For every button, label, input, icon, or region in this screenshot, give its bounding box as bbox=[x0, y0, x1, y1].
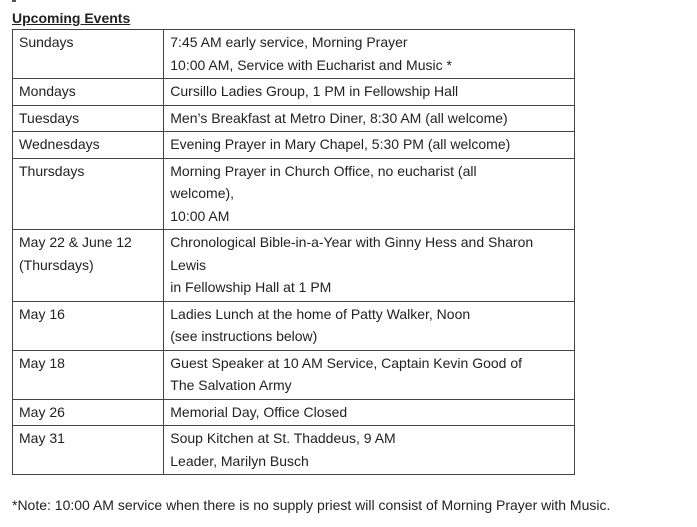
event-description-cell bbox=[164, 79, 575, 106]
event-description-text: Ladies Lunch at the home of Patty Walker, Noon bbox=[170, 305, 471, 322]
event-description-text: Chronological Bible-in-a-Year with Ginny Hess and Sharon bbox=[170, 234, 534, 250]
section-heading: Upcoming Events bbox=[12, 10, 131, 26]
event-date-text: Mondays bbox=[19, 83, 76, 99]
table-row bbox=[13, 301, 575, 350]
event-description-text: 10:00 AM bbox=[170, 207, 230, 224]
event-date-text: Wednesdays bbox=[19, 136, 100, 152]
event-date-cell bbox=[13, 132, 164, 159]
table-row bbox=[13, 399, 575, 426]
event-description-text: The Salvation Army bbox=[170, 377, 292, 393]
table-row bbox=[13, 158, 575, 230]
table-row bbox=[13, 30, 575, 79]
event-date-cell bbox=[13, 30, 164, 79]
event-description-text: Cursillo Ladies Group, 1 PM in Fellowship Hall bbox=[170, 83, 459, 99]
event-description-text: in Fellowship Hall at 1 PM bbox=[170, 279, 332, 295]
service-note: *Note: 10:00 AM service when there is no supply priest will consist of Morning Prayer with Music. bbox=[12, 497, 611, 513]
event-description-text: (see instructions below) bbox=[170, 328, 318, 344]
events-table bbox=[12, 29, 575, 475]
event-description-text: Lewis bbox=[170, 256, 207, 273]
table-row bbox=[13, 105, 575, 132]
event-date-cell bbox=[13, 399, 164, 426]
event-description-cell bbox=[164, 230, 575, 302]
event-date-cell bbox=[13, 105, 164, 132]
event-description-cell bbox=[164, 350, 575, 399]
event-description-text: Morning Prayer in Church Office, no eucharist (all bbox=[170, 162, 477, 179]
table-row bbox=[13, 426, 575, 475]
event-description-text: Soup Kitchen at St. Thaddeus, 9 AM bbox=[170, 430, 396, 446]
event-date-cell bbox=[13, 230, 164, 302]
event-description-text: 10:00 AM, Service with Eucharist and Music * bbox=[170, 56, 452, 73]
event-description-cell bbox=[164, 132, 575, 159]
top-mark bbox=[12, 0, 16, 2]
event-date-text: (Thursdays) bbox=[19, 256, 94, 273]
table-row bbox=[13, 79, 575, 106]
event-description-text: Leader, Marilyn Busch bbox=[170, 452, 309, 469]
table-row bbox=[13, 132, 575, 159]
event-description-cell bbox=[164, 30, 575, 79]
event-date-cell bbox=[13, 79, 164, 106]
event-description-text: Evening Prayer in Mary Chapel, 5:30 PM (all welcome) bbox=[170, 136, 511, 152]
event-date-text: May 16 bbox=[19, 305, 65, 322]
event-description-cell bbox=[164, 158, 575, 230]
event-date-cell bbox=[13, 301, 164, 350]
event-date-cell bbox=[13, 158, 164, 230]
event-description-text: Guest Speaker at 10 AM Service, Captain Kevin Good of bbox=[170, 354, 523, 371]
event-date-text: Thursdays bbox=[19, 162, 85, 179]
event-description-text: Men’s Breakfast at Metro Diner, 8:30 AM (all welcome) bbox=[170, 109, 508, 126]
event-date-text: Tuesdays bbox=[19, 109, 80, 126]
table-row bbox=[13, 230, 575, 302]
event-date-text: May 31 bbox=[19, 430, 65, 446]
table-row bbox=[13, 350, 575, 399]
event-date-text: Sundays bbox=[19, 34, 74, 50]
event-description-cell bbox=[164, 301, 575, 350]
event-description-text: welcome), bbox=[170, 185, 235, 201]
event-description-text: Memorial Day, Office Closed bbox=[170, 403, 348, 420]
event-description-text: 7:45 AM early service, Morning Prayer bbox=[170, 34, 408, 50]
event-date-cell bbox=[13, 426, 164, 475]
event-date-cell bbox=[13, 350, 164, 399]
event-date-text: May 22 & June 12 bbox=[19, 234, 132, 250]
event-description-cell bbox=[164, 426, 575, 475]
event-date-text: May 26 bbox=[19, 403, 65, 420]
event-date-text: May 18 bbox=[19, 354, 65, 371]
event-description-cell bbox=[164, 105, 575, 132]
event-description-cell bbox=[164, 399, 575, 426]
